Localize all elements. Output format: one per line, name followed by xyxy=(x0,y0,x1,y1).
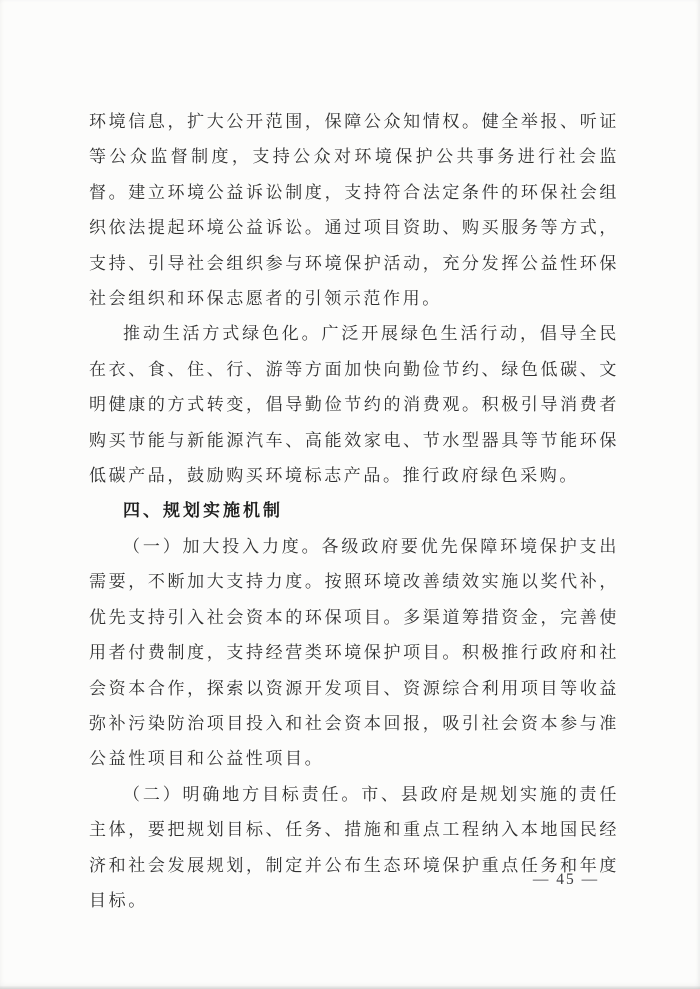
paragraph: 推动生活方式绿色化。广泛开展绿色生活行动，倡导全民在衣、食、住、行、游等方面加快向勤俭节约、绿色低碳、文明健康的方式转变，倡导勤俭节约的消费观。积极引导消费者购买节能与新能源汽车、高能效家电、节水型器具等节能环保低碳产品，鼓励购买环境标志产品。推行政府绿色采购。 xyxy=(89,324,619,486)
document-body xyxy=(89,104,619,918)
page-number: — 45 — xyxy=(532,871,600,888)
section-heading: 四、规划实施机制 xyxy=(123,501,283,521)
paragraph: （二）明确地方目标责任。市、县政府是规划实施的责任主体，要把规划目标、任务、措施和重点工程纳入本地国民经济和社会发展规划，制定并公布生态环境保护重点任务和年度目标。 xyxy=(89,784,619,910)
paragraph: 环境信息，扩大公开范围，保障公众知情权。健全举报、听证等公众监督制度，支持公众对环境保护公共事务进行社会监督。建立环境公益诉讼制度，支持符合法定条件的环保社会组织依法提起环境公益诉讼。通过项目资助、购买服务等方式，支持、引导社会组织参与环境保护活动，充分发挥公益性环保社会组织和环保志愿者的引领示范作用。 xyxy=(89,112,619,309)
paragraph: （一）加大投入力度。各级政府要优先保障环境保护支出需要，不断加大支持力度。按照环境改善绩效实施以奖代补，优先支持引入社会资本的环保项目。多渠道筹措资金，完善使用者付费制度，支持经营类环境保护项目。积极推行政府和社会资本合作，探索以资源开发项目、资源综合利用项目等收益弥补污染防治项目投入和社会资本回报，吸引社会资本参与准公益性项目和公益性项目。 xyxy=(89,536,619,769)
